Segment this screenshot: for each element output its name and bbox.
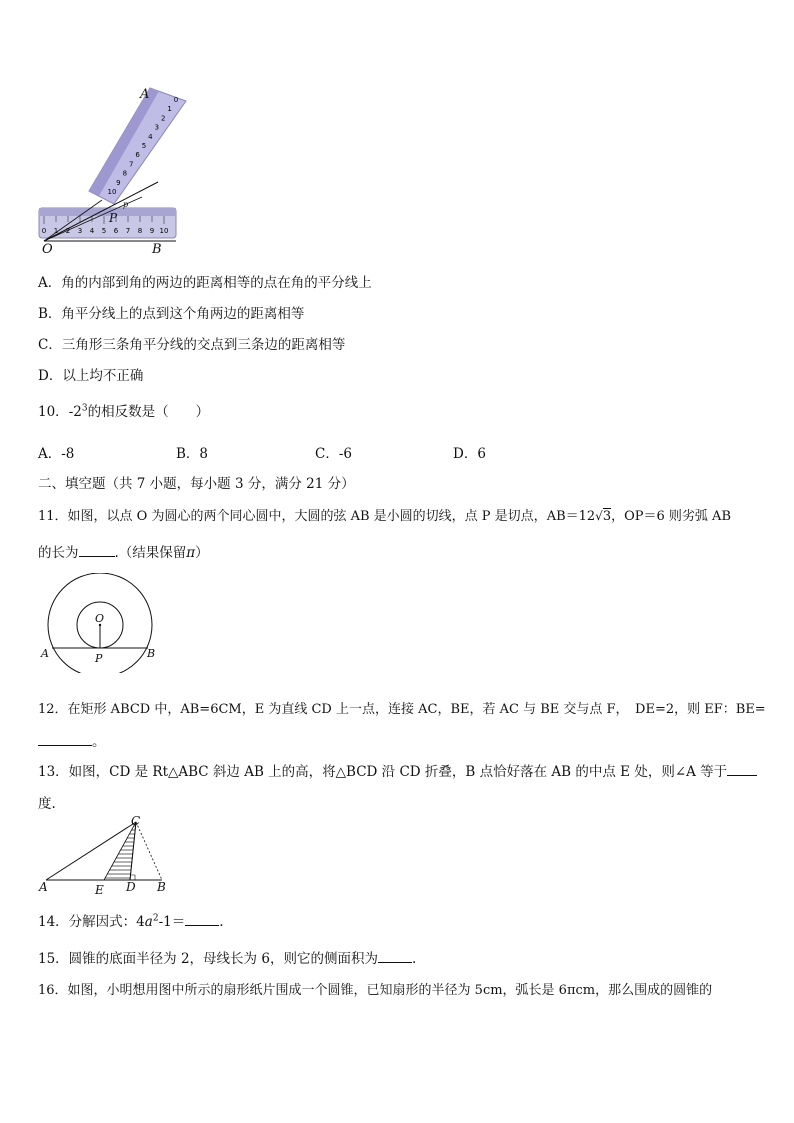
q11-text-c: ，OP＝6 则劣弧 AB [611,509,731,524]
q11-text-f: ） [195,545,209,561]
ruler1-tick-label: 0 [41,227,47,235]
q14-pre: 14．分解因式：4 [38,914,145,930]
ruler1-tick-label: 10 [159,227,169,235]
q10-rest: 的相反数是（ ） [87,404,210,420]
q14-exp: 2 [152,913,159,924]
q11-answer-blank[interactable] [79,544,115,557]
circle-label-B: B [147,647,156,660]
ruler2-tick-label: 0 [173,96,179,104]
ruler2-tick-label: 1 [167,105,172,114]
ruler-figure [30,84,200,262]
label-P: P [109,211,118,225]
q14-var: a [144,914,153,930]
ruler1-tick-label: 4 [89,227,95,235]
triangle-label-B: B [157,880,166,894]
section-title: 二、填空题（共 7 小题，每小题 3 分，满分 21 分） [38,476,355,492]
ruler2-tick-label: 6 [135,151,140,160]
q10-stem [38,400,209,420]
q11-sqrt-arg: 3 [602,509,612,524]
q12-line1: 12．在矩形 ABCD 中，AB=6CM，E 为直线 CD 上一点，连接 AC，BE，若 AC 与 BE 交与点 F， DE=2，则 EF：BE= [38,702,766,717]
q15-answer-blank[interactable] [378,950,412,963]
ruler2-tick-label: 8 [122,169,128,178]
ruler2-tick-label: 2 [160,114,166,123]
q9-option-b: B．角平分线上的点到这个角两边的距离相等 [38,306,305,322]
ruler1-tick-label: 7 [125,227,131,235]
q10-option-c: C．-6 [315,446,352,462]
q14-tail: . [219,914,224,930]
q12-tail: 。 [92,734,106,750]
ruler2-tick-label: 10 [107,188,117,196]
ruler1-tick-label: 6 [113,227,119,235]
triangle-label-C: C [131,814,141,828]
q14-post: -1＝ [158,914,186,930]
q9-option-c: C．三角形三条角平分线的交点到三条边的距离相等 [38,337,346,353]
triangle-label-A: A [39,880,48,894]
q12-line2 [38,730,106,750]
pi-symbol: π [186,545,196,561]
ruler2-tick-label: 9 [116,178,121,187]
q14-line [38,910,224,930]
q11-line2 [38,541,209,561]
q14-answer-blank[interactable] [185,913,219,926]
ruler1-tick-label: 1 [53,227,59,235]
label-B: B [152,242,162,257]
q11-line1 [38,505,731,524]
ruler2-tick-label: 5 [141,142,147,150]
label-A: A [140,87,150,102]
label-p-small: p [123,200,129,209]
q13-text: 13．如图，CD 是 Rt△ABC 斜边 AB 上的高，将△BCD 沿 CD 折叠，B 点恰好落在 AB 的中点 E 处，则∠A 等于 [38,764,728,780]
circle-label-P: P [95,652,103,665]
q15-pre: 15．圆锥的底面半径为 2，母线长为 6，则它的侧面积为 [38,951,378,967]
triangle-label-D: D [126,880,136,894]
ruler1-tick-label: 3 [77,227,83,235]
circle-label-O: O [95,612,105,625]
q9-option-d: D．以上均不正确 [38,368,144,384]
ruler1-tick-label: 2 [65,227,71,235]
ruler2-tick-label: 7 [128,160,134,169]
ruler2-tick-label: 4 [148,132,153,141]
ruler1-tick-label: 5 [101,227,107,235]
label-O: O [42,242,53,257]
q10-option-a: A．-8 [38,446,75,462]
q9-option-a: A．角的内部到角的两边的距离相等的点在角的平分线上 [38,275,372,291]
ruler2-tick-label: 3 [154,123,160,132]
q13-line2: 度. [38,796,56,812]
triangle-figure [40,812,180,884]
q13-answer-blank[interactable] [727,763,757,776]
q11-text-b: AB＝12 [546,509,596,524]
q12-answer-blank[interactable] [38,733,92,746]
ruler1-tick-label: 9 [149,227,155,235]
q10-neg: -2 [68,404,82,420]
q10-option-d: D．6 [453,446,486,462]
q11-text-e: .（结果保留 [114,545,187,561]
q13-line1 [38,760,757,780]
q16-line: 16．如图，小明想用图中所示的扇形纸片围成一个圆锥，已知扇形的半径为 5cm，弧长是 6πcm，那么围成的圆锥的 [38,983,713,998]
q10-number: 10． [38,404,69,420]
sqrt-symbol: √ [595,509,603,523]
ruler1-tick-label: 8 [137,227,143,235]
triangle-label-E: E [95,883,104,897]
q11-text-a: 11．如图，以点 O 为圆心的两个同心圆中，大圆的弦 AB 是小圆的切线，点 P 是切点， [38,509,547,524]
q15-line [38,947,416,967]
q10-exp: 3 [81,403,88,414]
q11-text-d: 的长为 [38,545,79,561]
q10-option-b: B．8 [176,446,209,462]
circle-label-A: A [41,647,49,660]
q15-tail: . [411,951,417,967]
